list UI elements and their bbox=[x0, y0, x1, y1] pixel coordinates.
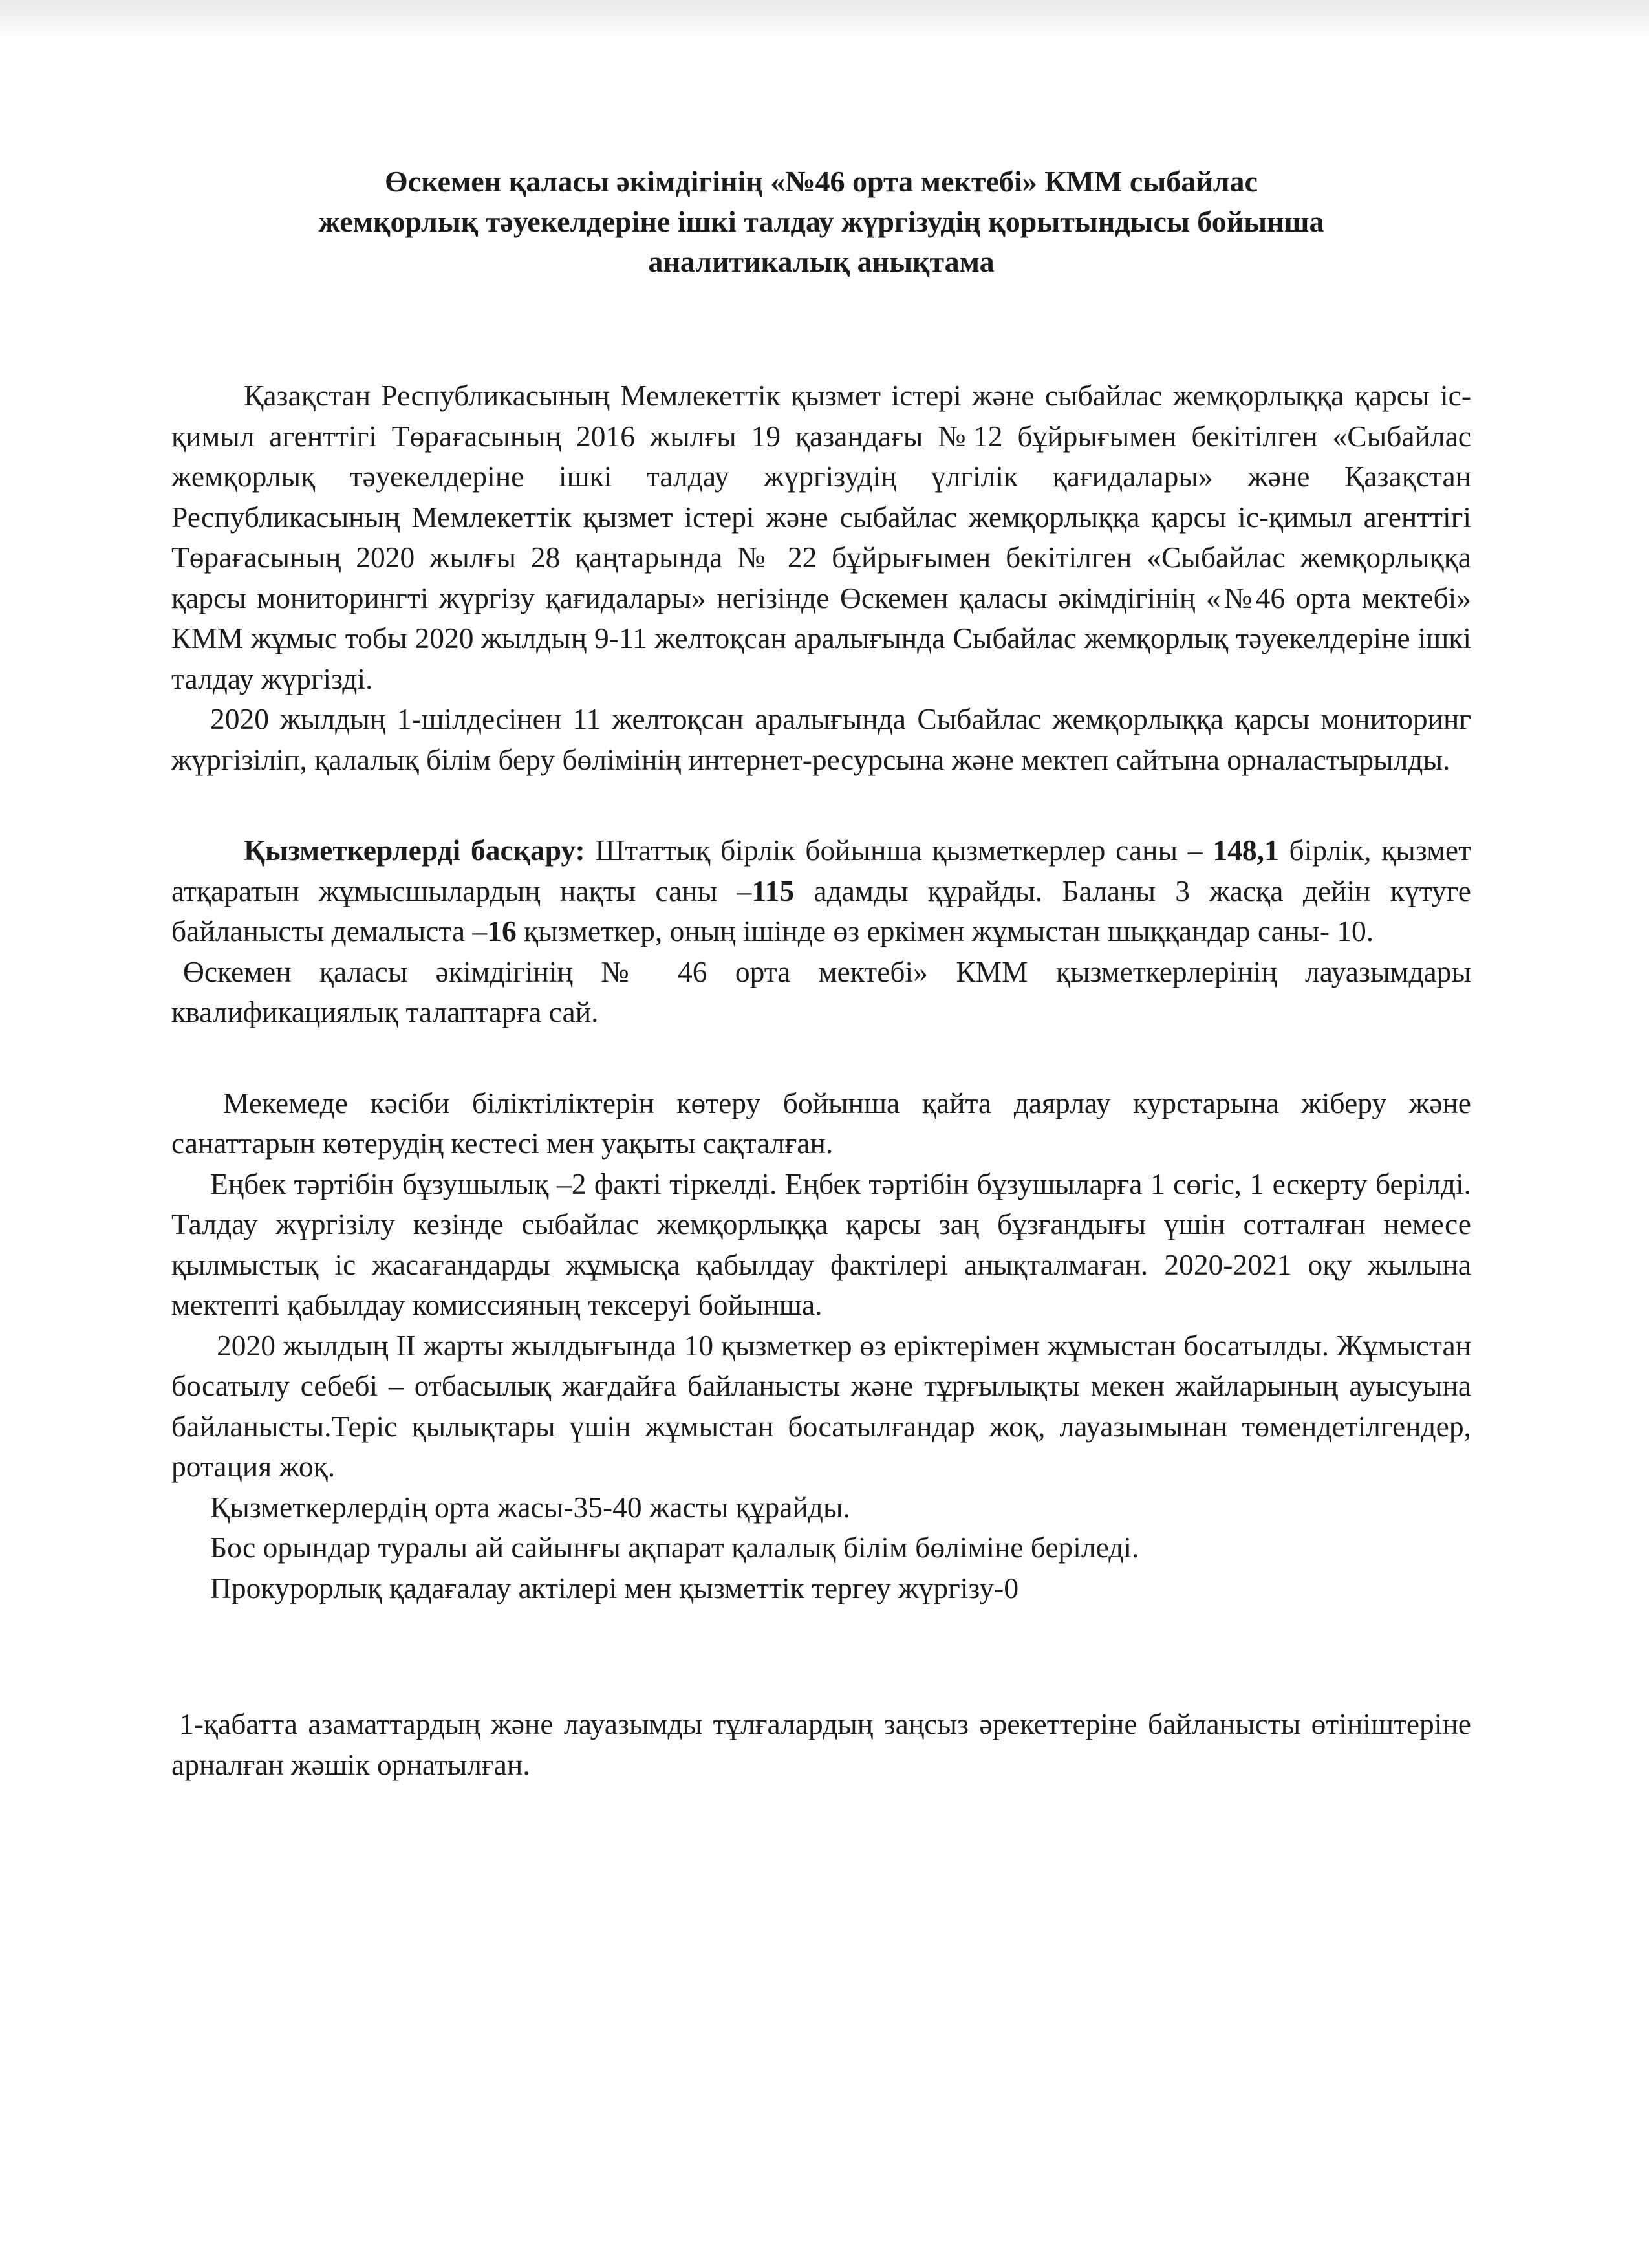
document-body bbox=[171, 376, 1471, 1785]
document-page bbox=[171, 162, 1471, 1785]
title-line-1: Өскемен қаласы әкімдігінің «№46 орта мектебі» КММ сыбайлас bbox=[385, 165, 1258, 198]
paragraph-dismissals: 2020 жылдың ІІ жарты жылдығында 10 қызметкер өз еріктерімен жұмыстан босатылды. Жұмыстан босатылу себебі – отбасылық жағдайға байланысты және тұрғылықты мекен жайларының ауысуына байланысты.Теріс қылықтары үшін жұмыстан босатылғандар жоқ, лауазымынан төмендетілгендер, ротация жоқ. bbox=[171, 1328, 1471, 1483]
paragraph-prosecutor: Прокурорлық қадағалау актілері мен қызметтік тергеу жүргізу-0 bbox=[210, 1571, 1019, 1604]
staff-text-4: қызметкер, оның ішінде өз еркімен жұмыстан шыққандар саны- 10. bbox=[516, 914, 1374, 947]
paragraph-training: Мекемеде кәсіби біліктіліктерін көтеру бойынша қайта даярлау курстарына жіберу және санаттарын көтерудің кестесі мен уақыты сақталған. bbox=[171, 1086, 1471, 1160]
paragraph-discipline: Еңбек тәртібін бұзушылық –2 факті тіркелді. Еңбек тәртібін бұзушыларға 1 сөгіс, 1 ескерту берілді. Талдау жүргізілу кезінде сыбайлас жемқорлыққа қарсы заң бұзғандығы үшін сотталған немесе қылмыстық іс жасағандарды жұмысқа қабылдау фактілері анықталмаған. 2020-2021 оқу жылына мектепті қабылдау комиссияның тексеруі бойынша. bbox=[171, 1167, 1471, 1321]
paragraph-qualification: Өскемен қаласы әкімдігінің № 46 орта мектебі» КММ қызметкерлерінің лауазымдары квалификациялық талаптарға сай. bbox=[171, 955, 1471, 1028]
paragraph-average-age: Қызметкерлердің орта жасы-35-40 жасты құрайды. bbox=[210, 1490, 850, 1524]
scan-shadow bbox=[0, 0, 1649, 39]
staff-text-3: адамды құрайды. Баланы 3 жасқа дейін күтуге байланысты демалыста – bbox=[171, 874, 1471, 947]
paragraph-staff-management bbox=[171, 830, 1471, 952]
staff-units-value: 148,1 bbox=[1212, 834, 1279, 867]
paragraph-complaint-box: 1-қабатта азаматтардың және лауазымды тұлғалардың заңсыз әрекеттеріне байланысты өтініштеріне арналған жәшік орнатылған. bbox=[171, 1707, 1471, 1781]
title-line-3: аналитикалық анықтама bbox=[648, 245, 995, 278]
staff-actual-value: 115 bbox=[751, 874, 795, 907]
paragraph-vacancies: Бос орындар туралы ай сайынғы ақпарат қалалық білім бөліміне беріледі. bbox=[210, 1531, 1139, 1564]
paragraph-monitoring: 2020 жылдың 1-шілдесінен 11 желтоқсан аралығында Сыбайлас жемқорлыққа қарсы мониторинг жүргізіліп, қалалық білім беру бөлімінің интернет-ресурсына және мектеп сайтына орналастырылды. bbox=[171, 702, 1471, 776]
staff-text-1: Штаттық бірлік бойынша қызметкерлер саны – bbox=[585, 834, 1203, 867]
staff-text-2: бірлік, қызмет атқаратын жұмысшылардың нақты саны – bbox=[171, 834, 1471, 907]
title-line-2: жемқорлық тәуекелдеріне ішкі талдау жүргізудің қорытындысы бойынша bbox=[318, 205, 1324, 238]
section-heading-staff: Қызметкерлерді басқару: bbox=[244, 834, 585, 867]
paragraph-legal-basis: Қазақстан Республикасының Мемлекеттік қызмет істері және сыбайлас жемқорлыққа қарсы іс-қимыл агенттігі Төрағасының 2016 жылғы 19 қазандағы №12 бұйрығымен бекітілген «Сыбайлас жемқорлық тәуекелдеріне ішкі талдау жүргізудің үлгілік қағидалары» және Қазақстан Республикасының Мемлекеттік қызмет істері және сыбайлас жемқорлыққа қарсы іс-қимыл агенттігі Төрағасының 2020 жылғы 28 қаңтарында № 22 бұйрығымен бекітілген «Сыбайлас жемқорлыққа қарсы мониторингті жүргізу қағидалары» негізінде Өскемен қаласы әкімдігінің «№46 орта мектебі» КММ жұмыс тобы 2020 жылдың 9-11 желтоқсан аралығында Сыбайлас жемқорлық тәуекелдеріне ішкі талдау жүргізді. bbox=[171, 379, 1471, 695]
staff-leave-value: 16 bbox=[487, 914, 517, 947]
document-title bbox=[171, 162, 1471, 282]
